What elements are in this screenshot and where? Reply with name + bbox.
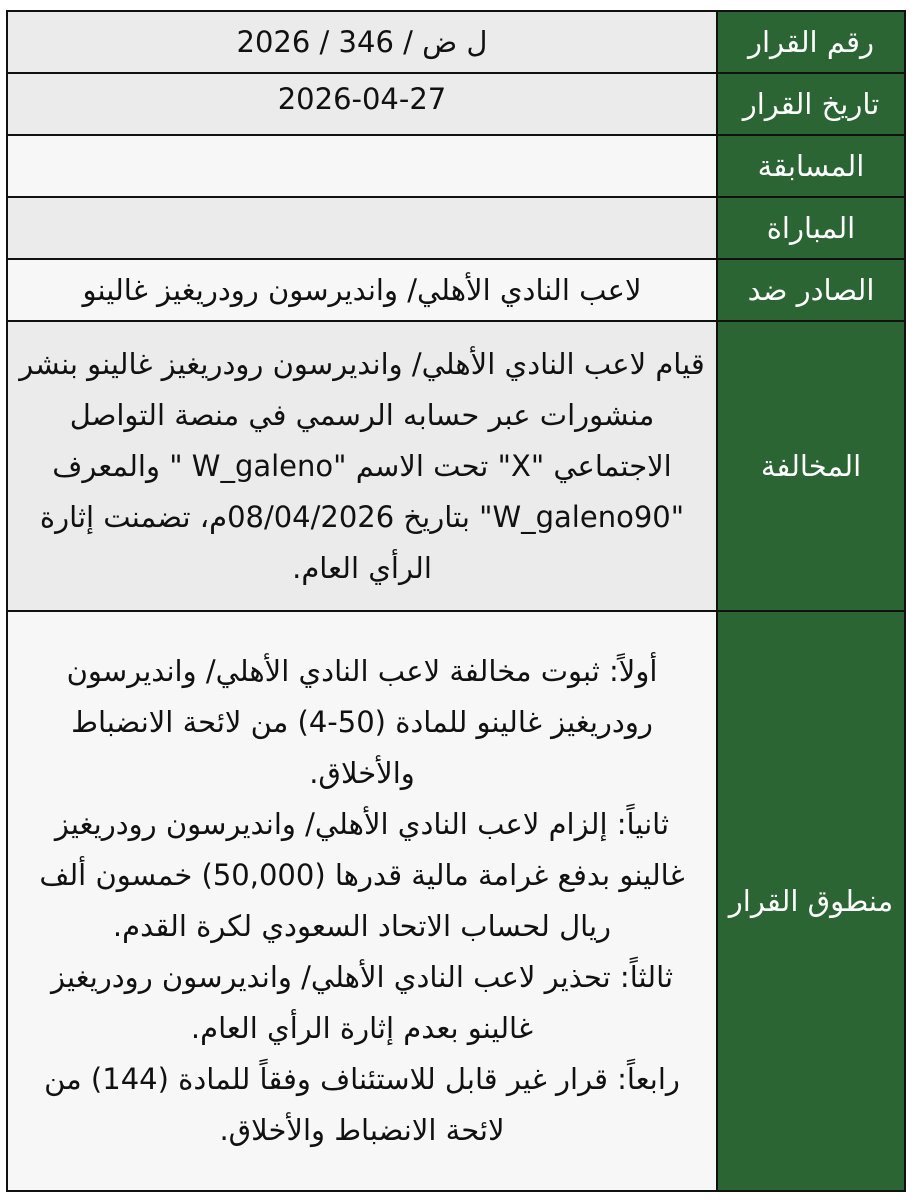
- row-competition: [7, 135, 905, 197]
- decision-table: [6, 10, 906, 1192]
- decision-date-text: 2026-04-27: [277, 82, 447, 116]
- value-verdict: [7, 611, 717, 1191]
- row-violation: [7, 321, 905, 611]
- label-issued-against: الصادر ضد: [717, 259, 905, 321]
- label-decision-number: رقم القرار: [717, 11, 905, 73]
- value-decision-number: [7, 11, 717, 73]
- row-verdict: [7, 611, 905, 1191]
- value-competition: [7, 135, 717, 197]
- verdict-third: ثالثاً: تحذير لاعب النادي الأهلي/ واندیرسون رودريغيز غالينو بعدم إثارة الرأي العام.: [50, 960, 674, 1045]
- value-issued-against: لاعب النادي الأهلي/ وانديرسون رودريغيز غالينو: [7, 259, 717, 321]
- decision-sheet: [6, 10, 906, 1192]
- value-violation: قيام لاعب النادي الأهلي/ وانديرسون رودريغيز غالينو بنشر منشورات عبر حسابه الرسمي في منصة التواصل الاجتماعي "X" تحت الاسم "W_galeno " والمعرف "W_galeno90" بتاريخ 08/04/2026م، تضمنت إثارة الرأي العام.: [7, 321, 717, 611]
- value-match: [7, 197, 717, 259]
- label-match: المباراة: [717, 197, 905, 259]
- decision-number-text: 2026 / ل ض / 346: [236, 25, 488, 59]
- label-competition: المسابقة: [717, 135, 905, 197]
- row-match: [7, 197, 905, 259]
- row-issued-against: [7, 259, 905, 321]
- verdict-first: أولاً: ثبوت مخالفة لاعب النادي الأهلي/ واندیرسون رودريغيز غالينو للمادة (50-4) من لائحة الانضباط والأخلاق.: [66, 654, 658, 790]
- label-violation: المخالفة: [717, 321, 905, 611]
- verdict-fourth: رابعاً: قرار غير قابل للاستئناف وفقاً للمادة (144) من لائحة الانضباط والأخلاق.: [44, 1062, 680, 1147]
- row-decision-number: [7, 11, 905, 73]
- verdict-second: ثانياً: إلزام لاعب النادي الأهلي/ واندیرسون رودريغيز غالينو بدفع غرامة مالية قدرها (50,000) خمسون ألف ريال لحساب الاتحاد السعودي لكرة القدم.: [39, 807, 685, 943]
- value-decision-date: [7, 73, 717, 135]
- label-verdict: منطوق القرار: [717, 611, 905, 1191]
- row-decision-date: [7, 73, 905, 135]
- label-decision-date: تاريخ القرار: [717, 73, 905, 135]
